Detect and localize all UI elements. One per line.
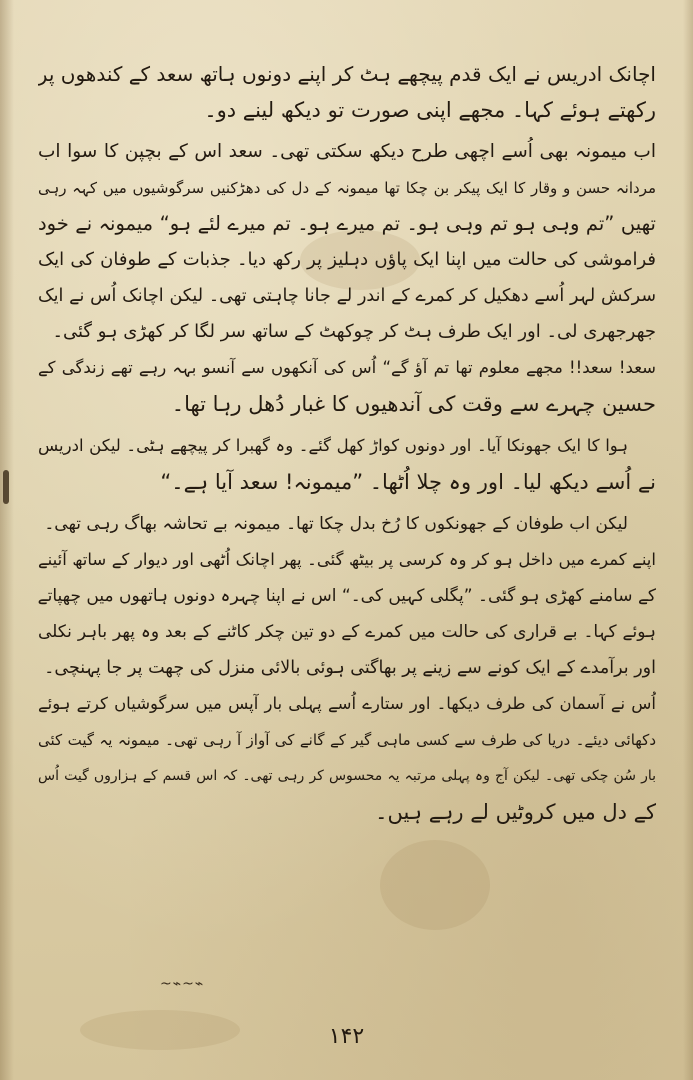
text-line: تھیں ”تم وہی ہو تم وہی ہو۔ تم میرے ہو۔ تم میرے لئے ہو“ میمونہ نے خود — [38, 212, 656, 235]
page-edge-shadow-left — [0, 0, 14, 1080]
text-line: حسین چہرے سے وقت کی آندھیوں کا غبار دُھل رہا تھا۔ — [171, 392, 656, 416]
text-line: سرکش لہر اُسے دھکیل کر کمرے کے اندر لے جانا چاہتی تھی۔ لیکن اچانک اُس نے ایک — [38, 286, 656, 306]
text-line: اب میمونہ بھی اُسے اچھی طرح دیکھ سکتی تھی۔ سعد اس کے بچپن کا سوا اب — [38, 141, 656, 162]
text-line: اور برآمدے کے ایک کونے سے زینے پر بھاگتی ہوئی بالائی منزل کی چھت پر جا پہنچی۔ — [44, 658, 656, 678]
text-line: رکھتے ہوئے کہا۔ مجھے اپنی صورت تو دیکھ لینے دو۔ — [204, 98, 656, 122]
text-line: دکھائی دیئے۔ دریا کی طرف سے کسی ماہی گیر کے گانے کی آواز آ رہی تھی۔ میمونہ یہ گیت کئی — [38, 731, 656, 749]
section-end-flourish: ~⌁~⌁ — [160, 976, 205, 992]
text-line: سعد! سعد!! مجھے معلوم تھا تم آؤ گے“ اُس کی آنکھوں سے آنسو بہہ رہے تھے زندگی کے — [38, 358, 656, 377]
text-line: اپنے کمرے میں داخل ہو کر وہ کرسی پر بیٹھ گئی۔ پھر اچانک اُٹھی اور دیوار کے ساتھ آئینے — [38, 550, 656, 569]
text-line: بار سُن چکی تھی۔ لیکن آج وہ پہلی مرتبہ یہ محسوس کر رہی تھی۔ کہ اس قسم کے ہزاروں گیت اُس — [38, 768, 656, 784]
text-line: کے سامنے کھڑی ہو گئی۔ ”پگلی کہیں کی۔“ اس نے اپنا چہرہ دونوں ہاتھوں میں چھپاتے — [38, 586, 656, 606]
text-line: جھرجھری لی۔ اور ایک طرف ہٹ کر چوکھٹ کے ساتھ سر لگا کر کھڑی ہو گئی۔ — [52, 321, 656, 342]
text-line: لیکن اب طوفان کے جھونکوں کا رُخ بدل چکا تھا۔ میمونہ بے تحاشہ بھاگ رہی تھی۔ — [44, 514, 628, 534]
page-number: ۱۴۲ — [328, 1024, 365, 1049]
text-line: کے دل میں کروٹیں لے رہے ہیں۔ — [375, 800, 656, 824]
page-edge-shadow-right — [683, 0, 693, 1080]
binding-mark — [3, 470, 9, 504]
text-line: اُس نے آسمان کی طرف دیکھا۔ اور ستارے اُسے پہلی بار آپس میں سرگوشیاں کرتے ہوئے — [38, 694, 656, 713]
text-line: ہوا کا ایک جھونکا آیا۔ اور دونوں کواڑ کھل گئے۔ وہ گھبرا کر پیچھے ہٹی۔ لیکن ادریس — [38, 436, 628, 455]
urdu-text-body — [38, 56, 656, 830]
paper-stain — [380, 840, 490, 930]
text-line: نے اُسے دیکھ لیا۔ اور وہ چلا اُٹھا۔ ”میمونہ! سعد آیا ہے۔“ — [160, 470, 656, 494]
text-line: مردانہ حسن و وقار کا ایک پیکر بن چکا تھا میمونہ کے دل کی دھڑکنیں سرگوشیوں میں کہہ رہی — [38, 179, 656, 197]
text-line: فراموشی کی حالت میں اپنا ایک پاؤں دہلیز پر رکھ دیا۔ جذبات کے طوفان کی ایک — [38, 249, 656, 270]
text-line: ہوئے کہا۔ بے قراری کی حالت میں کمرے کے دو تین چکر کاٹنے کے بعد وہ پھر باہر نکلی — [38, 622, 656, 642]
text-line: اچانک ادریس نے ایک قدم پیچھے ہٹ کر اپنے دونوں ہاتھ سعد کے کندھوں پر — [38, 62, 656, 86]
